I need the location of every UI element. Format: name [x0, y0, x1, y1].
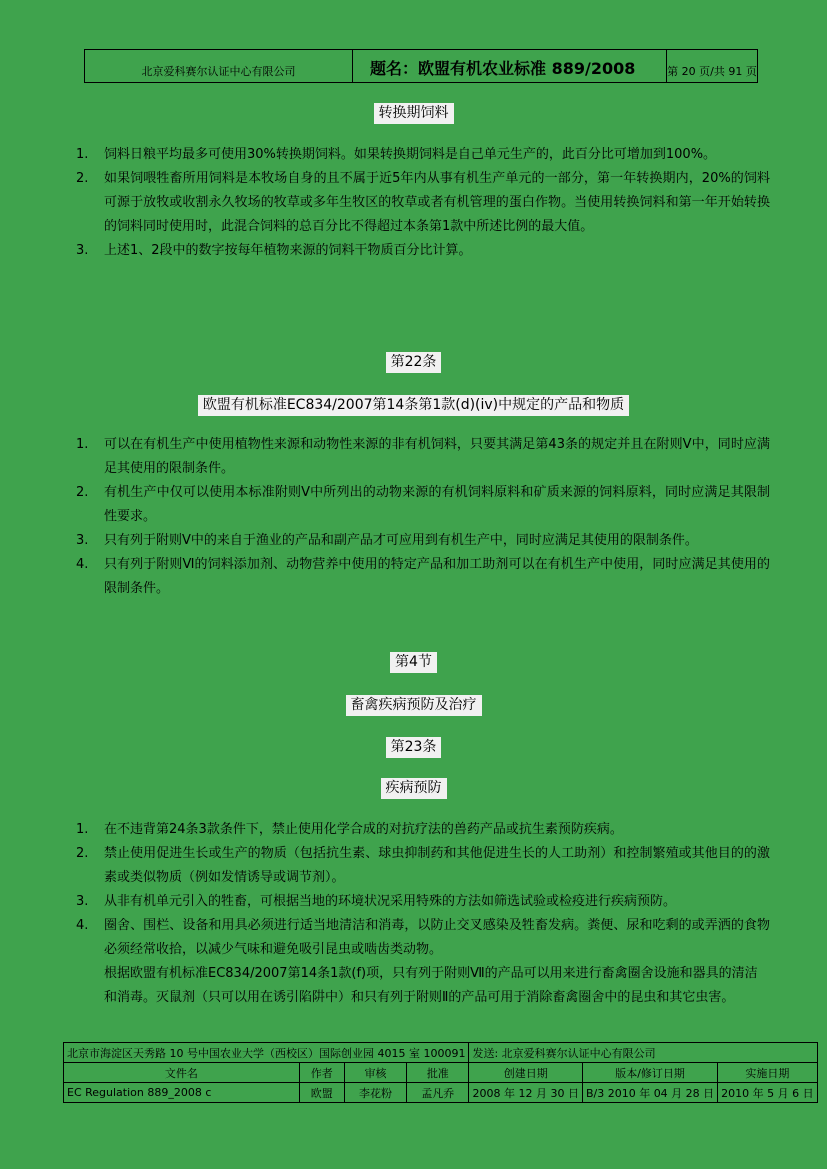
page-header — [84, 49, 758, 83]
section3-heading: 疾病预防 — [0, 777, 827, 799]
footer-value: 2010 年 5 月 6 日 — [718, 1083, 817, 1103]
section1-heading: 转换期饲料 — [0, 102, 827, 124]
footer-col-header: 作者 — [299, 1063, 344, 1083]
article-22-label: 第22条 — [0, 351, 827, 373]
footer-value: 李花粉 — [344, 1083, 406, 1103]
list-item: 1. 饲料日粮平均最多可使用30%转换期饲料。如果转换期饲料是自己单元生产的，此百分比可增加到100%。 — [76, 147, 717, 162]
list-item: 1. 可以在有机生产中使用植物性来源和动物性来源的非有机饲料，只要其满足第43条的规定并且在附则Ⅴ中，同时应满足其使用的限制条件。 — [76, 437, 770, 476]
section3-list — [76, 818, 770, 1010]
section3-extra-paragraph: 根据欧盟有机标准EC834/2007第14条1款(f)项，只有列于附则Ⅶ的产品可以用来进行畜禽圈舍设施和器具的清洁和消毒。灭鼠剂（只可以用在诱引陷阱中）和只有列于附则Ⅱ的产品可用于消除畜禽圈舍中的昆虫和其它虫害。 — [104, 966, 758, 1005]
footer-col-header: 创建日期 — [469, 1063, 582, 1083]
section-4-title: 畜禽疾病预防及治疗 — [0, 694, 827, 716]
section2-list — [76, 433, 770, 601]
section-4-label: 第4节 — [0, 651, 827, 673]
footer-send: 发送: 北京爱科赛尔认证中心有限公司 — [469, 1043, 817, 1063]
list-item: 3. 从非有机单元引入的牲畜，可根据当地的环境状况采用特殊的方法如筛选试验或检疫进行疾病预防。 — [76, 894, 677, 909]
section2-heading: 欧盟有机标准EC834/2007第14条第1款(d)(iv)中规定的产品和物质 — [0, 394, 827, 416]
article-23-label: 第23条 — [0, 736, 827, 758]
list-item: 2. 有机生产中仅可以使用本标准附则Ⅴ中所列出的动物来源的有机饲料原料和矿质来源的饲料原料，同时应满足其限制性要求。 — [76, 485, 770, 524]
footer-value: 孟凡乔 — [407, 1083, 469, 1103]
header-page-info: 第 20 页/共 91 页 — [667, 50, 758, 83]
footer-col-header: 文件名 — [64, 1063, 300, 1083]
footer-col-header: 审核 — [344, 1063, 406, 1083]
footer-value: EC Regulation 889_2008 c — [64, 1083, 300, 1103]
list-item: 3. 上述1、2段中的数字按每年植物来源的饲料干物质百分比计算。 — [76, 243, 472, 258]
footer-col-header: 批准 — [407, 1063, 469, 1083]
header-company: 北京爱科赛尔认证中心有限公司 — [85, 50, 353, 83]
list-item: 2. 禁止使用促进生长或生产的物质（包括抗生素、球虫抑制药和其他促进生长的人工助剂）和控制繁殖或其他目的的激素或类似物质（例如发情诱导或调节剂）。 — [76, 846, 770, 885]
list-item: 2. 如果饲喂牲畜所用饲料是本牧场自身的且不属于近5年内从事有机生产单元的一部分，第一年转换期内，20%的饲料可源于放牧或收割永久牧场的牧草或多年生牧区的牧草或者有机管理的蛋白作物。当使用转换饲料和第一年开始转换的饲料同时使用时，此混合饲料的总百分比不得超过本条第1款中所述比例的最大值。 — [76, 171, 770, 234]
list-item: 3. 只有列于附则Ⅴ中的来自于渔业的产品和副产品才可应用到有机生产中，同时应满足其使用的限制条件。 — [76, 533, 698, 548]
footer-value: 欧盟 — [299, 1083, 344, 1103]
footer-address: 北京市海淀区天秀路 10 号中国农业大学（西校区）国际创业园 4015 室 100091 — [64, 1043, 469, 1063]
list-item: 4. 圈舍、围栏、设备和用具必须进行适当地清洁和消毒，以防止交叉感染及牲畜发病。粪便、尿和吃剩的或弄洒的食物必须经常收拾，以减少气味和避免吸引昆虫或啮齿类动物。 — [76, 918, 770, 957]
footer-value: 2008 年 12 月 30 日 — [469, 1083, 582, 1103]
header-title: 题名：欧盟有机农业标准 889/2008 — [353, 50, 667, 83]
list-item: 1. 在不违背第24条3款条件下，禁止使用化学合成的对抗疗法的兽药产品或抗生素预防疾病。 — [76, 822, 623, 837]
page-footer — [63, 1042, 818, 1103]
footer-value: B/3 2010 年 04 月 28 日 — [582, 1083, 717, 1103]
footer-col-header: 版本/修订日期 — [582, 1063, 717, 1083]
list-item: 4. 只有列于附则Ⅵ的饲料添加剂、动物营养中使用的特定产品和加工助剂可以在有机生产中使用，同时应满足其使用的限制条件。 — [76, 557, 770, 596]
footer-col-header: 实施日期 — [718, 1063, 817, 1083]
section1-list — [76, 143, 770, 263]
